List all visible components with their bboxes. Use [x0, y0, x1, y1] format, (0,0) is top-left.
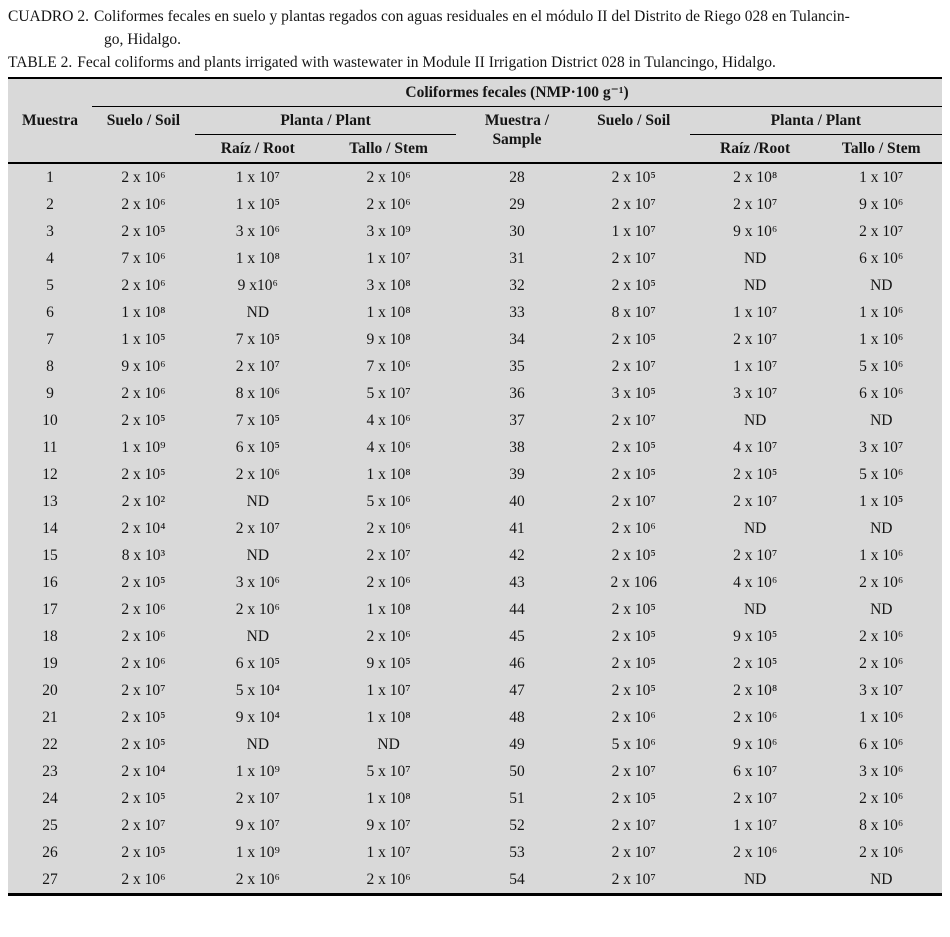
table-row: [8, 677, 942, 704]
table-row: [8, 218, 942, 245]
root-left-cell: 9 x 10⁴: [235, 709, 280, 726]
stem-left-cell: 9 x 10⁵: [366, 655, 411, 672]
sample-left-cell: 8: [46, 358, 54, 375]
stem-left-cell: 2 x 10⁶: [366, 196, 411, 213]
sample-left-cell: 18: [42, 628, 58, 645]
root-right-cell: 2 x 10⁷: [733, 196, 778, 213]
sample-left-cell: 21: [42, 709, 58, 726]
sample-left-cell: 14: [42, 520, 58, 537]
root-right-cell: 2 x 10⁷: [733, 493, 778, 510]
soil-left-cell: 2 x 10⁶: [121, 871, 166, 888]
sample-left-cell: 22: [42, 736, 58, 753]
stem-right-cell: ND: [870, 412, 893, 429]
stem-left-cell: 4 x 10⁶: [366, 412, 411, 429]
sample-right-cell: 38: [509, 439, 525, 456]
stem-left-cell: 1 x 10⁷: [366, 250, 411, 267]
table-row: [8, 299, 942, 326]
soil-right-cell: 8 x 10⁷: [611, 304, 656, 321]
soil-left-cell: 9 x 10⁶: [121, 358, 166, 375]
stem-right-cell: 6 x 10⁶: [859, 250, 904, 267]
table-row: [8, 488, 942, 515]
soil-right-cell: 2 x 10⁵: [611, 547, 656, 564]
stem-right-cell: ND: [870, 601, 893, 618]
stem-left-cell: 3 x 10⁸: [366, 277, 411, 294]
soil-right-cell: 2 x 10⁵: [611, 331, 656, 348]
stem-left-cell: 3 x 10⁹: [366, 223, 411, 240]
sample-right-cell: 35: [509, 358, 525, 375]
root-left-cell: 1 x 10⁹: [235, 763, 280, 780]
root-right-cell: 2 x 10⁶: [733, 709, 778, 726]
soil-right-cell: 3 x 10⁵: [611, 385, 656, 402]
soil-right-cell: 2 x 10⁷: [611, 196, 656, 213]
table-row: [8, 623, 942, 650]
root-right-cell: 2 x 10⁸: [733, 169, 778, 186]
root-right-cell: 1 x 10⁷: [733, 304, 778, 321]
soil-left-cell: 7 x 10⁶: [121, 250, 166, 267]
stem-left-cell: 2 x 10⁷: [366, 547, 411, 564]
root-left-cell: 9 x 10⁷: [235, 817, 280, 834]
stem-right-cell: 3 x 10⁷: [859, 439, 904, 456]
soil-left-cell: 2 x 10⁷: [121, 817, 166, 834]
caption-en-line: [8, 51, 942, 74]
stem-left-cell: 2 x 10⁶: [366, 871, 411, 888]
col-header-soil-left: Suelo / Soil: [106, 112, 181, 129]
root-left-cell: 8 x 10⁶: [235, 385, 280, 402]
soil-left-cell: 2 x 10⁵: [121, 709, 166, 726]
sample-right-cell: 45: [509, 628, 525, 645]
sample-right-cell: 40: [509, 493, 525, 510]
column-group-row: [8, 107, 942, 135]
root-left-cell: 2 x 10⁷: [235, 790, 280, 807]
sample-right-cell: 53: [509, 844, 525, 861]
root-right-cell: 2 x 10⁸: [733, 682, 778, 699]
stem-left-cell: 7 x 10⁶: [366, 358, 411, 375]
root-left-cell: 2 x 10⁶: [235, 601, 280, 618]
sample-right-cell: 29: [509, 196, 525, 213]
table-row: [8, 596, 942, 623]
stem-right-cell: 1 x 10⁶: [859, 331, 904, 348]
root-left-cell: 7 x 10⁵: [235, 331, 280, 348]
root-right-cell: 9 x 10⁶: [733, 223, 778, 240]
root-left-cell: 6 x 10⁵: [235, 655, 280, 672]
soil-right-cell: 2 x 10⁵: [611, 277, 656, 294]
sample-right-cell: 32: [509, 277, 525, 294]
root-right-cell: ND: [743, 601, 767, 618]
stem-right-cell: 5 x 10⁶: [859, 466, 904, 483]
sample-left-cell: 1: [46, 169, 54, 186]
stem-right-cell: 3 x 10⁷: [859, 682, 904, 699]
root-left-cell: 3 x 10⁶: [235, 574, 280, 591]
root-right-cell: ND: [743, 250, 767, 267]
table-row: [8, 380, 942, 407]
root-left-cell: 3 x 10⁶: [235, 223, 280, 240]
root-left-cell: 2 x 10⁷: [235, 358, 280, 375]
stem-right-cell: 6 x 10⁶: [859, 736, 904, 753]
soil-right-cell: 2 x 10⁵: [611, 169, 656, 186]
col-group-plant-right: Planta / Plant: [690, 107, 942, 135]
soil-left-cell: 2 x 10⁵: [121, 574, 166, 591]
soil-right-cell: 2 x 10⁷: [611, 412, 656, 429]
sample-right-cell: 33: [509, 304, 525, 321]
root-right-cell: 2 x 10⁶: [733, 844, 778, 861]
soil-left-cell: 1 x 10⁹: [121, 439, 166, 456]
soil-left-cell: 2 x 10⁶: [121, 196, 166, 213]
stem-right-cell: 2 x 10⁷: [859, 223, 904, 240]
caption-en-text: Fecal coliforms and plants irrigated with wastewater in Module II Irrigation District 028 in Tulancingo, Hidalgo.: [77, 54, 776, 71]
soil-left-cell: 1 x 10⁵: [121, 331, 166, 348]
stem-left-cell: 2 x 10⁶: [366, 520, 411, 537]
stem-right-cell: 2 x 10⁶: [859, 574, 904, 591]
stem-right-cell: 2 x 10⁶: [859, 655, 904, 672]
stem-right-cell: 3 x 10⁶: [859, 763, 904, 780]
root-right-cell: 1 x 10⁷: [733, 817, 778, 834]
sample-left-cell: 9: [46, 385, 54, 402]
stem-left-cell: 2 x 10⁶: [366, 169, 411, 186]
table-row: [8, 191, 942, 218]
root-right-cell: 4 x 10⁶: [733, 574, 778, 591]
root-left-cell: 2 x 10⁶: [235, 871, 280, 888]
stem-left-cell: 1 x 10⁸: [366, 709, 411, 726]
col-header-stem-left: Tallo / Stem: [349, 140, 428, 157]
sample-left-cell: 3: [46, 223, 54, 240]
stem-left-cell: 5 x 10⁶: [366, 493, 411, 510]
col-header-sample-right: [456, 107, 577, 164]
soil-right-cell: 2 x 10⁷: [611, 493, 656, 510]
sample-right-cell: 37: [509, 412, 525, 429]
soil-left-cell: 2 x 10⁵: [121, 223, 166, 240]
stem-left-cell: 1 x 10⁸: [366, 304, 411, 321]
stem-right-cell: 8 x 10⁶: [859, 817, 904, 834]
table-row: [8, 407, 942, 434]
sample-left-cell: 7: [46, 331, 54, 348]
soil-left-cell: 2 x 10⁶: [121, 628, 166, 645]
root-right-cell: 2 x 10⁵: [733, 466, 778, 483]
soil-right-cell: 2 x 10⁵: [611, 655, 656, 672]
sample-right-cell: 47: [509, 682, 525, 699]
sample-right-label-en: Sample: [492, 131, 542, 148]
caption-es-continuation: go, Hidalgo.: [104, 31, 182, 48]
soil-right-cell: 2 x 10⁶: [611, 709, 656, 726]
sample-left-cell: 26: [42, 844, 58, 861]
stem-right-cell: ND: [870, 520, 893, 537]
sample-right-cell: 28: [509, 169, 525, 186]
root-right-cell: 4 x 10⁷: [733, 439, 778, 456]
sample-left-cell: 20: [42, 682, 58, 699]
table-row: [8, 650, 942, 677]
soil-right-cell: 5 x 10⁶: [611, 736, 656, 753]
sample-left-cell: 2: [46, 196, 54, 213]
table-row: [8, 542, 942, 569]
stem-right-cell: 1 x 10⁵: [859, 493, 904, 510]
root-left-cell: 1 x 10⁵: [235, 196, 280, 213]
stem-right-cell: 1 x 10⁶: [859, 547, 904, 564]
root-left-cell: 5 x 10⁴: [235, 682, 280, 699]
soil-right-cell: 2 x 10⁷: [611, 250, 656, 267]
table-row: [8, 785, 942, 812]
sample-right-cell: 52: [509, 817, 525, 834]
soil-right-cell: 2 x 10⁷: [611, 871, 656, 888]
sample-right-cell: 44: [509, 601, 525, 618]
root-left-cell: 2 x 10⁶: [235, 466, 280, 483]
table-body: [8, 163, 942, 895]
soil-left-cell: 2 x 10⁵: [121, 412, 166, 429]
stem-left-cell: 1 x 10⁸: [366, 466, 411, 483]
root-left-cell: ND: [246, 304, 270, 321]
stem-left-cell: 1 x 10⁸: [366, 790, 411, 807]
stem-left-cell: 2 x 10⁶: [366, 574, 411, 591]
stem-right-cell: 5 x 10⁶: [859, 358, 904, 375]
soil-right-cell: 2 x 10⁵: [611, 601, 656, 618]
soil-left-cell: 2 x 10⁵: [121, 736, 166, 753]
table-row: [8, 434, 942, 461]
soil-left-cell: 2 x 10⁴: [121, 763, 166, 780]
root-right-cell: 2 x 10⁷: [733, 790, 778, 807]
sample-left-cell: 10: [42, 412, 58, 429]
root-right-cell: ND: [743, 412, 767, 429]
stem-right-cell: 1 x 10⁶: [859, 709, 904, 726]
soil-left-cell: 2 x 10⁶: [121, 169, 166, 186]
stem-left-cell: 9 x 10⁸: [366, 331, 411, 348]
stem-right-cell: 2 x 10⁶: [859, 844, 904, 861]
sample-right-cell: 36: [509, 385, 525, 402]
sample-left-cell: 16: [42, 574, 58, 591]
soil-left-cell: 2 x 10⁵: [121, 790, 166, 807]
root-right-cell: 2 x 10⁷: [733, 547, 778, 564]
stem-left-cell: 5 x 10⁷: [366, 385, 411, 402]
stem-left-cell: 9 x 10⁷: [366, 817, 411, 834]
soil-right-cell: 2 x 10⁵: [611, 790, 656, 807]
root-left-cell: 1 x 10⁷: [235, 169, 280, 186]
sample-right-cell: 48: [509, 709, 525, 726]
soil-left-cell: 2 x 10⁶: [121, 655, 166, 672]
sample-left-cell: 6: [46, 304, 54, 321]
soil-right-cell: 1 x 10⁷: [611, 223, 656, 240]
soil-left-cell: 2 x 10⁶: [121, 601, 166, 618]
root-right-cell: 6 x 10⁷: [733, 763, 778, 780]
soil-right-cell: 2 x 10⁵: [611, 628, 656, 645]
soil-right-cell: 2 x 10⁷: [611, 358, 656, 375]
caption-es-text: Coliformes fecales en suelo y plantas regados con aguas residuales en el módulo II del Distrito de Riego 028 en Tulancin-: [93, 8, 850, 25]
table-title: Coliformes fecales (NMP·100 g⁻¹): [92, 78, 942, 107]
sample-right-cell: 49: [509, 736, 525, 753]
root-left-cell: 6 x 10⁵: [235, 439, 280, 456]
stem-left-cell: 1 x 10⁸: [366, 601, 411, 618]
stem-left-cell: 5 x 10⁷: [366, 763, 411, 780]
sample-left-cell: 15: [42, 547, 58, 564]
soil-right-cell: 2 x 10⁷: [611, 844, 656, 861]
soil-right-cell: 2 x 10⁵: [611, 682, 656, 699]
root-left-cell: ND: [246, 547, 270, 564]
root-left-cell: 1 x 10⁹: [235, 844, 280, 861]
col-header-stem-right: Tallo / Stem: [841, 140, 921, 157]
root-left-cell: ND: [246, 628, 270, 645]
sample-left-cell: 12: [42, 466, 58, 483]
soil-left-cell: 2 x 10⁶: [121, 277, 166, 294]
soil-left-cell: 2 x 10⁶: [121, 385, 166, 402]
soil-right-cell: 2 x 10⁷: [611, 763, 656, 780]
col-header-soil-right: Suelo / Soil: [597, 112, 671, 129]
table-row: [8, 353, 942, 380]
table-title-row: [8, 78, 942, 107]
stem-right-cell: ND: [870, 277, 893, 294]
root-left-cell: ND: [246, 736, 270, 753]
sample-left-cell: 23: [42, 763, 58, 780]
soil-left-cell: 2 x 10⁷: [121, 682, 166, 699]
root-right-cell: 1 x 10⁷: [733, 358, 778, 375]
root-left-cell: 1 x 10⁸: [235, 250, 280, 267]
sample-right-cell: 43: [509, 574, 525, 591]
sample-left-cell: 25: [42, 817, 58, 834]
col-header-sample-left: Muestra: [22, 111, 78, 129]
soil-left-cell: 2 x 10²: [121, 493, 166, 510]
sample-right-cell: 46: [509, 655, 525, 672]
soil-right-cell: 2 x 10⁵: [611, 466, 656, 483]
caption-es-label: CUADRO 2.: [8, 8, 89, 25]
table-row: [8, 245, 942, 272]
sample-right-cell: 50: [509, 763, 525, 780]
sample-right-label-es: Muestra /: [484, 112, 550, 129]
root-left-cell: 7 x 10⁵: [235, 412, 280, 429]
sample-right-cell: 30: [509, 223, 525, 240]
sample-right-cell: 31: [509, 250, 525, 267]
stem-right-cell: ND: [870, 871, 893, 888]
stem-left-cell: 4 x 10⁶: [366, 439, 411, 456]
stem-right-cell: 2 x 10⁶: [859, 628, 904, 645]
root-right-cell: 9 x 10⁶: [733, 736, 778, 753]
table-row: [8, 569, 942, 596]
sample-left-cell: 13: [42, 493, 58, 510]
stem-right-cell: 1 x 10⁶: [859, 304, 904, 321]
table-row: [8, 326, 942, 353]
root-right-cell: ND: [743, 277, 767, 294]
root-right-cell: 2 x 10⁵: [733, 655, 778, 672]
sample-left-cell: 27: [42, 871, 58, 888]
sample-right-cell: 34: [509, 331, 525, 348]
sample-left-cell: 24: [42, 790, 58, 807]
stem-right-cell: 2 x 10⁶: [859, 790, 904, 807]
sample-right-cell: 41: [509, 520, 525, 537]
root-right-cell: ND: [743, 871, 767, 888]
soil-right-cell: 2 x 10⁷: [611, 817, 656, 834]
table-row: [8, 704, 942, 731]
sample-left-cell: 17: [42, 601, 58, 618]
table-row: [8, 163, 942, 191]
caption-es-line1: [8, 5, 942, 28]
table-row: [8, 758, 942, 785]
sample-left-cell: 19: [42, 655, 58, 672]
stem-left-cell: 2 x 10⁶: [366, 628, 411, 645]
root-left-cell: ND: [246, 493, 270, 510]
caption-en-label: TABLE 2.: [8, 54, 73, 71]
soil-left-cell: 8 x 10³: [121, 547, 166, 564]
table-row: [8, 812, 942, 839]
sample-right-cell: 42: [509, 547, 525, 564]
sample-right-cell: 39: [509, 466, 525, 483]
table-row: [8, 272, 942, 299]
root-right-cell: 3 x 10⁷: [733, 385, 778, 402]
coliform-table: [8, 77, 942, 896]
col-header-root-right: Raíz /Root: [720, 140, 791, 157]
table-header: [8, 78, 942, 163]
stem-right-cell: 1 x 10⁷: [859, 169, 904, 186]
sample-left-cell: 5: [46, 277, 54, 294]
root-right-cell: 2 x 10⁷: [733, 331, 778, 348]
caption-es-line2: [8, 28, 942, 51]
table-row: [8, 515, 942, 542]
table-captions: [8, 5, 942, 74]
sample-right-cell: 54: [509, 871, 525, 888]
soil-right-cell: 2 x 10⁶: [611, 520, 656, 537]
stem-left-cell: 1 x 10⁷: [366, 844, 411, 861]
stem-left-cell: 1 x 10⁷: [366, 682, 411, 699]
root-left-cell: 9 x10⁶: [237, 277, 278, 294]
col-group-plant-left: Planta / Plant: [195, 107, 457, 135]
table-row: [8, 731, 942, 758]
stem-right-cell: 6 x 10⁶: [859, 385, 904, 402]
soil-left-cell: 2 x 10⁴: [121, 520, 166, 537]
soil-right-cell: 2 x 106: [610, 574, 657, 591]
root-right-cell: 9 x 10⁵: [733, 628, 778, 645]
stem-left-cell: ND: [377, 736, 400, 753]
soil-left-cell: 1 x 10⁸: [121, 304, 166, 321]
header-corner-spacer: [8, 78, 92, 107]
soil-left-cell: 2 x 10⁵: [121, 466, 166, 483]
table-row: [8, 839, 942, 866]
root-right-cell: ND: [743, 520, 767, 537]
col-header-root-left: Raíz / Root: [220, 140, 295, 157]
soil-left-cell: 2 x 10⁵: [121, 844, 166, 861]
sample-right-cell: 51: [509, 790, 525, 807]
stem-right-cell: 9 x 10⁶: [859, 196, 904, 213]
table-row: [8, 461, 942, 488]
sample-left-cell: 4: [46, 250, 54, 267]
table-row: [8, 866, 942, 895]
root-left-cell: 2 x 10⁷: [235, 520, 280, 537]
soil-right-cell: 2 x 10⁵: [611, 439, 656, 456]
sample-left-cell: 11: [42, 439, 58, 456]
